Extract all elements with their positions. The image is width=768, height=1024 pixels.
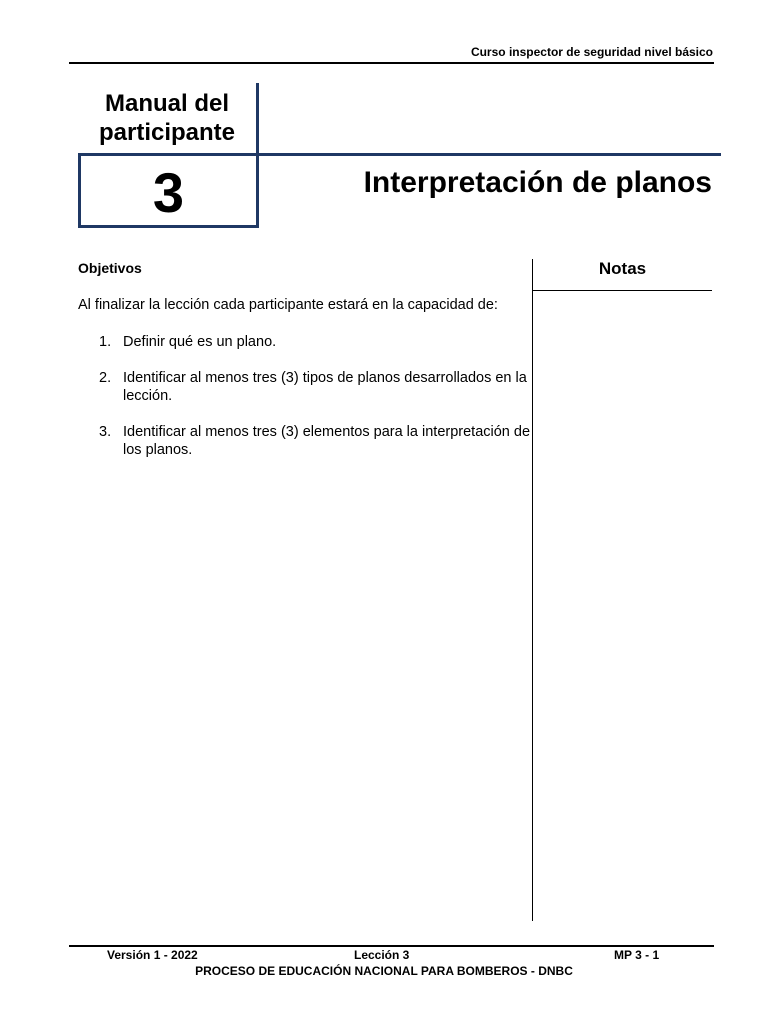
objective-number: 3. xyxy=(99,424,112,440)
objectives-intro: Al finalizar la lección cada participante estará en la capacidad de: xyxy=(78,297,498,313)
objective-item xyxy=(78,423,530,459)
lesson-title: Interpretación de planos xyxy=(363,166,712,199)
objectives-heading: Objetivos xyxy=(78,260,142,276)
objective-item xyxy=(78,333,530,351)
objective-number: 2. xyxy=(99,370,112,386)
manual-title-line-2: participante xyxy=(98,119,236,146)
notes-column-divider xyxy=(532,259,533,921)
manual-title xyxy=(82,89,252,147)
objective-number: 1. xyxy=(99,334,112,350)
objectives-list xyxy=(78,333,530,477)
header-divider xyxy=(69,62,714,64)
notes-heading: Notas xyxy=(598,259,647,278)
footer-organization: PROCESO DE EDUCACIÓN NACIONAL PARA BOMBEROS - DNBC xyxy=(195,964,573,978)
footer-divider xyxy=(69,945,714,947)
header-course-title: Curso inspector de seguridad nivel básico xyxy=(470,45,713,59)
footer-page-number: MP 3 - 1 xyxy=(614,948,660,962)
objective-item xyxy=(78,369,530,405)
manual-title-line-1: Manual del xyxy=(104,90,230,117)
footer-lesson: Lección 3 xyxy=(354,948,410,962)
notes-heading-underline xyxy=(533,290,712,291)
objective-text: Identificar al menos tres (3) tipos de planos desarrollados en la lección. xyxy=(123,370,527,404)
lesson-number: 3 xyxy=(152,161,185,224)
title-block-vertical-rule xyxy=(256,83,259,155)
footer-version: Versión 1 - 2022 xyxy=(107,948,198,962)
objective-text: Definir qué es un plano. xyxy=(123,334,277,350)
objective-text: Identificar al menos tres (3) elementos para la interpretación de los planos. xyxy=(123,424,531,458)
